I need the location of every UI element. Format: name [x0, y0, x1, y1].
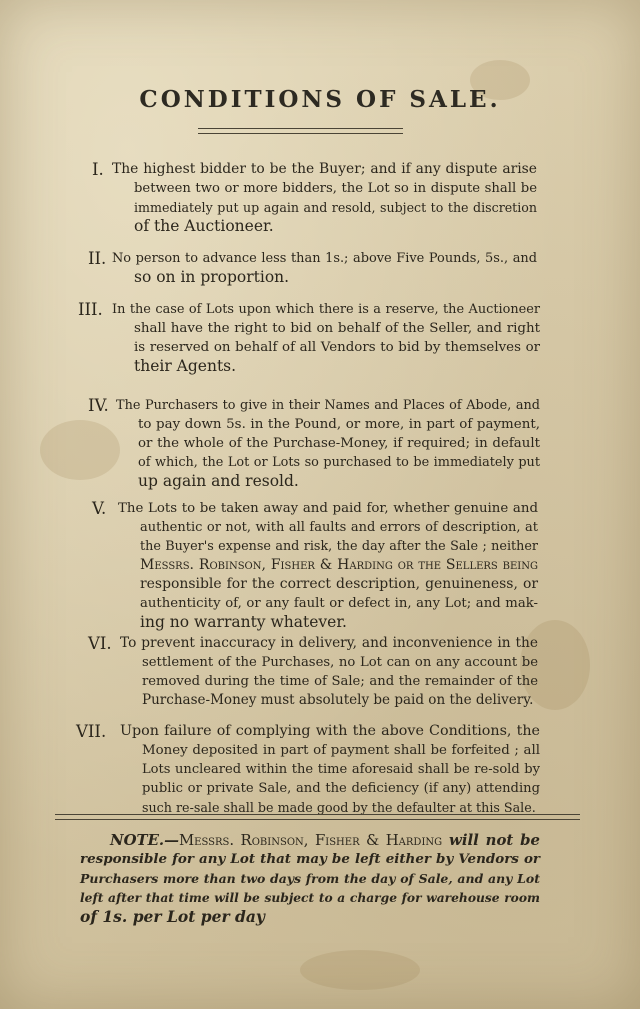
note-line: Purchasers more than two days from the day of Sale, and any Lot — [80, 871, 540, 886]
note-first-rest: will not be — [442, 831, 540, 849]
condition-line: Purchase-Money must absolutely be paid on the delivery. — [142, 692, 534, 708]
condition-line: No person to advance less than 1s.; above Five Pounds, 5s., and — [112, 251, 537, 266]
condition-numeral: V. — [92, 499, 107, 518]
condition-line: between two or more bidders, the Lot so in dispute shall be — [134, 181, 537, 196]
condition-numeral: VII. — [76, 722, 107, 741]
condition-numeral: VI. — [88, 634, 112, 653]
condition-text — [120, 634, 538, 710]
note-line: of 1s. per Lot per day — [80, 907, 265, 926]
condition-line: authenticity of, or any fault or defect in, any Lot; and mak- — [140, 596, 538, 611]
condition-line: authentic or not, with all faults and errors of description, at — [140, 520, 538, 535]
condition-line: their Agents. — [134, 357, 237, 375]
condition-text — [116, 396, 540, 491]
condition-line: the Buyer's expense and risk, the day after the Sale ; neither — [140, 539, 538, 554]
condition-line: so on in proportion. — [134, 268, 290, 286]
condition-line: of which, the Lot or Lots so purchased to be immediately put — [138, 455, 540, 470]
condition-line: To prevent inaccuracy in delivery, and inconvenience in the — [120, 635, 538, 651]
note-line: responsible for any Lot that may be left either by Vendors or — [80, 851, 540, 867]
condition-line: Lots uncleared within the time aforesaid shall be re-sold by — [142, 762, 540, 777]
condition-line: is reserved on behalf of all Vendors to bid by themselves or — [134, 340, 540, 355]
note-first-line — [80, 831, 540, 850]
condition-numeral: I. — [92, 160, 104, 179]
condition-text — [120, 722, 540, 817]
condition-line: up again and resold. — [138, 472, 299, 490]
condition-numeral: III. — [78, 300, 103, 319]
paper-stain — [300, 950, 420, 990]
condition-text — [112, 300, 540, 376]
paper-stain — [40, 420, 120, 480]
note-rule — [55, 814, 580, 820]
condition-line: ing no warranty whatever. — [140, 613, 347, 631]
condition-text — [112, 249, 537, 287]
condition-line: of the Auctioneer. — [134, 217, 274, 235]
condition-line: In the case of Lots upon which there is a reserve, the Auctioneer — [112, 302, 540, 317]
condition-line: Money deposited in part of payment shall be forfeited ; all — [142, 743, 540, 758]
condition-text — [118, 499, 538, 632]
title-rule — [198, 128, 403, 134]
condition-numeral: II. — [88, 249, 107, 268]
condition-line: The Lots to be taken away and paid for, whether genuine and — [118, 501, 538, 516]
condition-line: or the whole of the Purchase-Money, if required; in default — [138, 436, 540, 451]
condition-line: Upon failure of complying with the above Conditions, the — [120, 723, 540, 739]
document-title: CONDITIONS OF SALE. — [139, 86, 501, 113]
condition-line: The Purchasers to give in their Names and Places of Abode, and — [116, 398, 540, 413]
condition-line: Messrs. Robinson, Fisher & Harding or the Sellers being — [140, 557, 538, 573]
condition-line: removed during the time of Sale; and the remainder of the — [142, 674, 538, 689]
condition-line: settlement of the Purchases, no Lot can on any account be — [142, 655, 538, 670]
note-block — [80, 831, 540, 926]
note-label: NOTE.— — [110, 831, 179, 849]
note-firm-name: Messrs. Robinson, Fisher & Harding — [178, 831, 443, 849]
condition-text — [112, 160, 537, 236]
condition-line: such re-sale shall be made good by the defaulter at this Sale. — [142, 800, 536, 815]
condition-line: public or private Sale, and the deficiency (if any) attending — [142, 781, 540, 796]
condition-line: The highest bidder to be the Buyer; and if any dispute arise — [112, 161, 537, 177]
condition-line: immediately put up again and resold, subject to the discretion — [134, 200, 537, 215]
condition-line: to pay down 5s. in the Pound, or more, in part of payment, — [138, 417, 540, 432]
condition-line: shall have the right to bid on behalf of the Seller, and right — [134, 321, 540, 336]
condition-line: responsible for the correct description, genuineness, or — [140, 576, 538, 592]
note-line: left after that time will be subject to a charge for warehouse room — [80, 890, 540, 905]
condition-numeral: IV. — [88, 396, 109, 415]
